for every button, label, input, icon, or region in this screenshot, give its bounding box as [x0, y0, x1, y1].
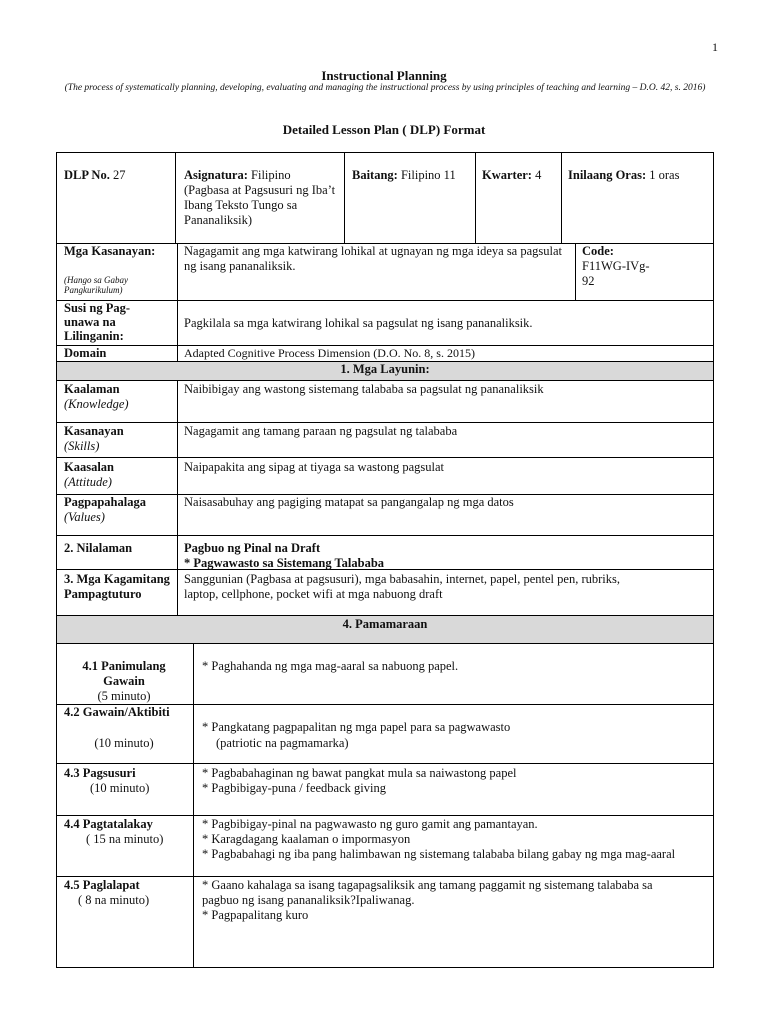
procedure-time-analysis: (10 minuto) — [90, 781, 150, 795]
objective-sublabel: (Knowledge) — [64, 397, 129, 411]
procedure-item: * Pagpapalitang kuro — [202, 908, 309, 922]
objective-label: Kaalaman — [64, 382, 120, 396]
procedure-item: * Pagbabahagi ng iba pang halimbawan ng sistemang talababa bilang gabay ng mga mag-aaral — [202, 847, 676, 861]
objective-label-knowledge — [64, 382, 174, 412]
document-title: Instructional Planning — [321, 68, 447, 83]
grade-label: Baitang: — [352, 168, 398, 182]
time-label: Inilaang Oras: — [568, 168, 647, 182]
quarter-value: 4 — [535, 168, 542, 182]
objective-sublabel: (Skills) — [64, 439, 100, 453]
materials-text: Sanggunian (Pagbasa at pagsusuri), mga babasahin, internet, papel, pentel pen, rubriks, laptop, cellphone, pocket wifi at mga nabuong draft — [184, 572, 620, 601]
domain-text: Adapted Cognitive Process Dimension (D.O. No. 8, s. 2015) — [184, 346, 475, 360]
procedure-item: * Paghahanda ng mga mag-aaral sa nabuong papel. — [202, 659, 459, 673]
subject-label: Asignatura: — [184, 168, 248, 182]
procedure-label-activity: 4.2 Gawain/Aktibiti — [64, 705, 170, 719]
objective-sublabel: (Attitude) — [64, 475, 112, 489]
objective-label: Pagpapahalaga — [64, 495, 146, 509]
procedure-item: * Gaano kahalaga sa isang tagapagsaliksik ang tamang paggamit ng sistemang talababa sa pagbuo ng isang pananaliksik?Ipaliwanag. — [202, 878, 653, 907]
competency-source: (Hango sa Gabay Pangkurikulum) — [64, 275, 128, 295]
objective-text-skills: Nagagamit ang tamang paraan ng pagsulat ng talababa — [184, 424, 458, 438]
quarter — [482, 168, 541, 183]
objective-label-skills — [64, 424, 174, 454]
key-understanding-label: Susi ng Pag-unawa na Lilinganin: — [64, 301, 130, 343]
procedure-item: * Pagbabahaginan ng bawat pangkat mula sa naiwastong papel — [202, 766, 517, 780]
domain-label: Domain — [64, 346, 107, 360]
objective-label-values — [64, 495, 179, 525]
procedure-item: * Pagbibigay-puna / feedback giving — [202, 781, 386, 795]
key-understanding-text: Pagkilala sa mga katwirang lohikal sa pagsulat ng isang pananaliksik. — [184, 316, 533, 330]
content-line-1: Pagbuo ng Pinal na Draft — [184, 541, 321, 555]
code-value: F11WG-IVg-92 — [582, 259, 650, 288]
procedure-label-introduction: 4.1 Panimulang Gawain — [82, 659, 166, 688]
procedure-item: * Karagdagang kaalaman o impormasyon — [202, 832, 411, 846]
procedure-item: * Pangkatang pagpapalitan ng mga papel para sa pagwawasto — [202, 720, 511, 734]
procedure-item: * Pagbibigay-pinal na pagwawasto ng guro gamit ang pamantayan. — [202, 817, 538, 831]
objective-label: Kaasalan — [64, 460, 115, 474]
grade — [352, 168, 472, 183]
procedure-label-discussion: 4.4 Pagtatalakay — [64, 817, 153, 831]
competency-text: Nagagamit ang mga katwirang lohikal at ugnayan ng mga ideya sa pagsulat ng isang pananaliksik. — [184, 244, 563, 273]
allotted-time — [568, 168, 708, 183]
objective-label-attitude — [64, 460, 174, 490]
procedure-label-analysis: 4.3 Pagsusuri — [64, 766, 136, 780]
subject — [184, 168, 344, 228]
dlp-value: 27 — [112, 168, 126, 182]
subject-value: Filipino — [251, 168, 291, 182]
time-value: 1 oras — [649, 168, 680, 182]
objective-text-attitude: Naipapakita ang sipag at tiyaga sa wastong pagsulat — [184, 460, 444, 474]
grade-value: Filipino 11 — [400, 168, 456, 182]
procedure-label-application: 4.5 Paglalapat — [64, 878, 140, 892]
document-subtitle: (The process of systematically planning, developing, evaluating and managing the instructional process by using principles of teaching and learning – D.O. 42, s. 2016) — [64, 83, 706, 93]
objectives-heading: 1. Mga Layunin: — [340, 362, 430, 376]
procedure-time-discussion: ( 15 na minuto) — [86, 832, 164, 846]
objective-text-knowledge: Naibibigay ang wastong sistemang talababa sa pagsulat ng pananaliksik — [184, 382, 544, 396]
code-label: Code: — [582, 244, 614, 258]
procedure-time-application: ( 8 na minuto) — [78, 893, 150, 907]
content-label: 2. Nilalaman — [64, 541, 133, 555]
procedure-item: (patriotic na pagmamarka) — [216, 736, 349, 750]
subject-description: (Pagbasa at Pagsusuri ng Iba’t Ibang Teksto Tungo sa Pananaliksik) — [184, 183, 336, 227]
competency-label: Mga Kasanayan: — [64, 244, 156, 258]
materials-label: 3. Mga Kagamitang Pampagtuturo — [64, 572, 170, 601]
objective-sublabel: (Values) — [64, 510, 105, 524]
dlp-label: DLP No. — [64, 168, 110, 182]
procedure-time-introduction: (5 minuto) — [97, 689, 151, 703]
procedure-heading: 4. Pamamaraan — [342, 617, 428, 631]
procedure-time-activity: (10 minuto) — [94, 736, 154, 750]
content-line-2: * Pagwawasto sa Sistemang Talababa — [184, 556, 385, 570]
objective-label: Kasanayan — [64, 424, 124, 438]
format-title: Detailed Lesson Plan ( DLP) Format — [282, 122, 486, 137]
dlp-number — [64, 168, 125, 183]
objective-text-values: Naisasabuhay ang pagiging matapat sa pangangalap ng mga datos — [184, 495, 514, 509]
page-number: 1 — [712, 40, 718, 54]
quarter-label: Kwarter: — [482, 168, 532, 182]
